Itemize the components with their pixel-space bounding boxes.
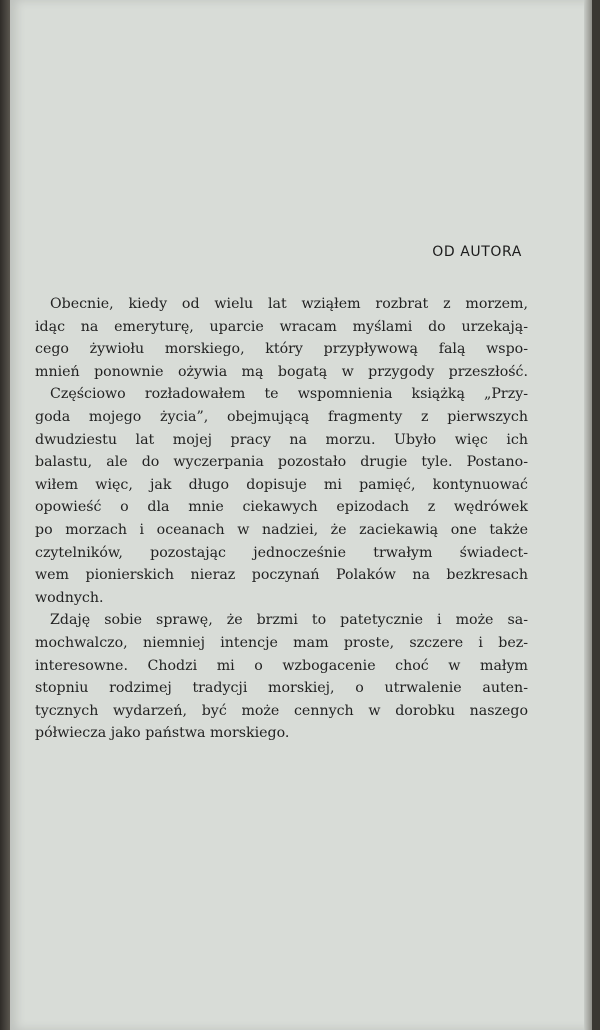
text-line: czytelników, pozostając jednocześnie trwałym świadect- <box>35 544 528 561</box>
page-edge <box>584 0 592 1030</box>
text-line: cego żywiołu morskiego, który przypływową falą wspo- <box>35 341 528 358</box>
text-line: półwiecza jako państwa morskiego. <box>35 725 290 742</box>
text-line: Obecnie, kiedy od wielu lat wziąłem rozbrat z morzem, <box>50 296 528 312</box>
text-line: wodnych. <box>35 589 104 606</box>
text-line: mnień ponownie ożywia mą bogatą w przygody przeszłość. <box>35 363 528 380</box>
paragraph-1 <box>35 293 528 383</box>
book-spine-shadow <box>0 0 10 1030</box>
text-line: interesowne. Chodzi mi o wzbogacenie choć w małym <box>35 657 528 674</box>
text-line: po morzach i oceanach w nadziei, że zaciekawią one także <box>35 521 528 538</box>
chapter-heading: OD AUTORA <box>432 244 522 260</box>
body-text <box>35 293 528 745</box>
text-line: idąc na emeryturę, uparcie wracam myślami do urzekają- <box>35 318 528 335</box>
text-line: Zdaję sobie sprawę, że brzmi to patetycznie i może sa- <box>50 612 528 629</box>
text-line: wiłem więc, jak długo dopisuje mi pamięć, kontynuować <box>35 476 528 493</box>
text-line: wem pionierskich nieraz poczynań Polaków na bezkresach <box>35 567 528 584</box>
paragraph-3 <box>35 609 528 745</box>
text-line: opowieść o dla mnie ciekawych epizodach z wędrówek <box>35 499 528 516</box>
book-page <box>10 0 592 1030</box>
text-line: tycznych wydarzeń, być może cennych w dorobku naszego <box>35 702 528 719</box>
text-line: dwudziestu lat mojej pracy na morzu. Ubyło więc ich <box>35 431 528 448</box>
paragraph-2 <box>35 383 528 609</box>
text-line: mochwalczo, niemniej intencje mam proste, szczere i bez- <box>35 634 528 651</box>
text-line: Częściowo rozładowałem te wspomnienia książką „Przy- <box>50 386 528 403</box>
text-line: goda mojego życia”, obejmującą fragmenty z pierwszych <box>35 408 528 425</box>
text-line: balastu, ale do wyczerpania pozostało drugie tyle. Postano- <box>35 454 528 471</box>
text-line: stopniu rodzimej tradycji morskiej, o utrwalenie auten- <box>35 680 528 697</box>
